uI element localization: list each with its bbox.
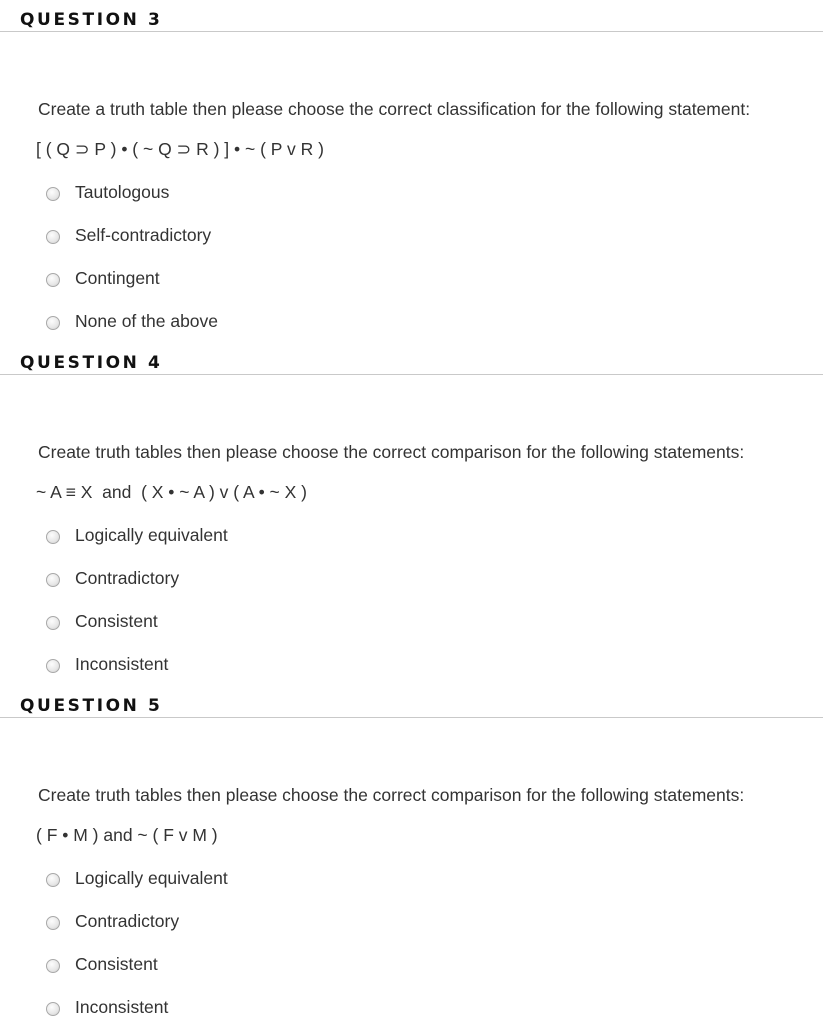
option-label[interactable]: Contingent [75, 268, 160, 288]
question-prompt: Create truth tables then please choose the correct comparison for the following statements: [38, 442, 745, 462]
option-label[interactable]: Inconsistent [75, 654, 169, 674]
question-header [0, 686, 823, 718]
option-logically-equivalent[interactable] [44, 521, 444, 564]
option-contradictory[interactable] [44, 907, 444, 950]
option-label[interactable]: Logically equivalent [75, 525, 228, 545]
question-5 [0, 686, 823, 1028]
radio-button[interactable] [46, 316, 60, 330]
radio-button[interactable] [46, 187, 60, 201]
radio-button[interactable] [46, 530, 60, 544]
option-label[interactable]: Self-contradictory [75, 225, 212, 245]
question-formula: ( F • M ) and ~ ( F v M ) [36, 825, 218, 845]
option-contradictory[interactable] [44, 564, 444, 607]
option-label[interactable]: Contradictory [75, 568, 180, 588]
option-label[interactable]: Inconsistent [75, 997, 169, 1017]
option-self-contradictory[interactable] [44, 221, 444, 264]
question-prompt: Create a truth table then please choose the correct classification for the following statement: [38, 99, 751, 119]
option-label[interactable]: None of the above [75, 311, 219, 331]
option-tautologous[interactable] [44, 178, 444, 221]
radio-button[interactable] [46, 659, 60, 673]
question-header [0, 0, 823, 32]
radio-button[interactable] [46, 916, 60, 930]
question-title: QUESTION 4 [20, 353, 163, 373]
option-inconsistent[interactable] [44, 993, 444, 1036]
radio-button[interactable] [46, 616, 60, 630]
question-4 [0, 343, 823, 685]
question-prompt: Create truth tables then please choose the correct comparison for the following statements: [38, 785, 745, 805]
option-label[interactable]: Tautologous [75, 182, 170, 202]
question-formula: ~ A ≡ X and ( X • ~ A ) v ( A • ~ X ) [36, 482, 308, 502]
option-label[interactable]: Consistent [75, 611, 158, 631]
radio-button[interactable] [46, 273, 60, 287]
option-consistent[interactable] [44, 607, 444, 650]
radio-button[interactable] [46, 873, 60, 887]
answer-options [44, 521, 444, 693]
question-title: QUESTION 3 [20, 10, 163, 30]
radio-button[interactable] [46, 573, 60, 587]
option-label[interactable]: Contradictory [75, 911, 180, 931]
option-contingent[interactable] [44, 264, 444, 307]
question-3 [0, 0, 823, 342]
option-label[interactable]: Logically equivalent [75, 868, 228, 888]
option-logically-equivalent[interactable] [44, 864, 444, 907]
radio-button[interactable] [46, 230, 60, 244]
option-consistent[interactable] [44, 950, 444, 993]
question-formula: [ ( Q ⊃ P ) • ( ~ Q ⊃ R ) ] • ~ ( P v R ) [36, 139, 324, 159]
question-header [0, 343, 823, 375]
answer-options [44, 864, 444, 1036]
radio-button[interactable] [46, 1002, 60, 1016]
option-label[interactable]: Consistent [75, 954, 158, 974]
answer-options [44, 178, 444, 350]
radio-button[interactable] [46, 959, 60, 973]
question-title: QUESTION 5 [20, 696, 163, 716]
